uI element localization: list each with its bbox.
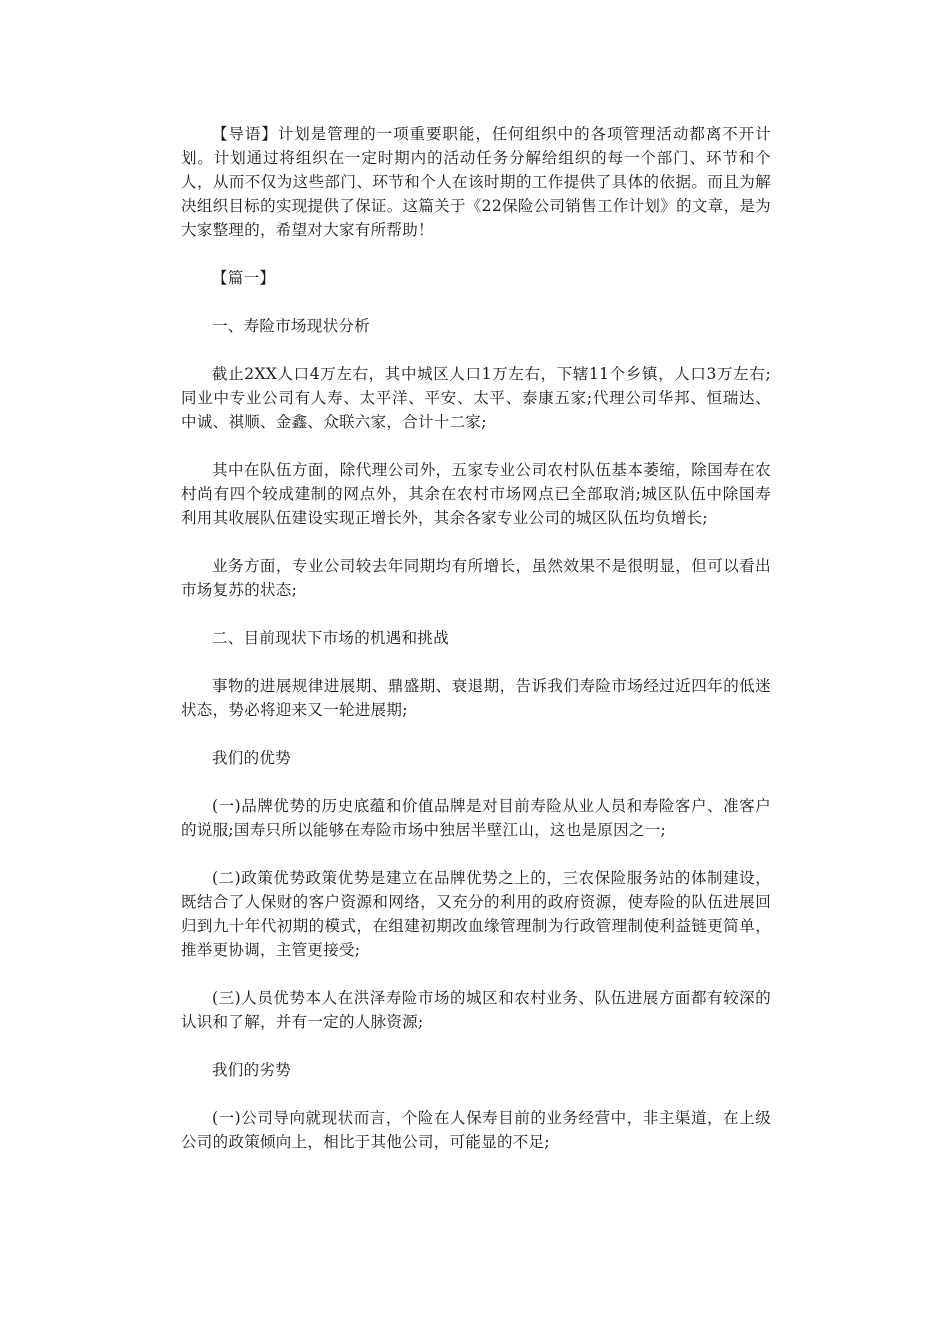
section-1-title: 一、寿险市场现状分析 (212, 317, 371, 335)
advantages-title: 我们的优势 (212, 749, 292, 767)
paragraph-2: 其中在队伍方面，除代理公司外，五家专业公司农村队伍基本萎缩，除国寿在农村尚有四个较成建制的网点外，其余在农村市场网点已全部取消;城区队伍中除国寿利用其收展队伍建设实现正增长外，其余各家专业公司的城区队伍均负增长; (181, 461, 771, 527)
paragraph-4: 事物的进展规律进展期、鼎盛期、衰退期，告诉我们寿险市场经过近四年的低迷状态，势必将迎来又一轮进展期; (181, 677, 771, 719)
advantage-2: (二)政策优势政策优势是建立在品牌优势之上的，三农保险服务站的体制建设，既结合了人保财的客户资源和网络，又充分的利用的政府资源，使寿险的队伍进展回归到九十年代初期的模式，在组建初期改血缘管理制为行政管理制使利益链更简单，推举更协调，主管更接受; (181, 869, 771, 959)
disadvantage-1: (一)公司导向就现状而言，个险在人保寿目前的业务经营中，非主渠道，在上级公司的政策倾向上，相比于其他公司，可能显的不足; (181, 1109, 771, 1151)
paragraph-1: 截止2XX人口4万左右，其中城区人口1万左右，下辖11个乡镇，人口3万左右;同业中专业公司有人寿、太平洋、平安、太平、泰康五家;代理公司华邦、恒瑞达、中诚、祺顺、金鑫、众联六家，合计十二家; (181, 365, 771, 431)
part-title: 【篇一】 (212, 269, 276, 287)
paragraph-3: 业务方面，专业公司较去年同期均有所增长，虽然效果不是很明显，但可以看出市场复苏的状态; (181, 557, 771, 599)
advantage-3: (三)人员优势本人在洪泽寿险市场的城区和农村业务、队伍进展方面都有较深的认识和了解，并有一定的人脉资源; (181, 989, 771, 1031)
disadvantages-title: 我们的劣势 (212, 1061, 292, 1079)
advantage-1: (一)品牌优势的历史底蕴和价值品牌是对目前寿险从业人员和寿险客户、准客户的说服;国寿只所以能够在寿险市场中独居半壁江山，这也是原因之一; (181, 797, 771, 839)
document-body (181, 122, 771, 1178)
intro-paragraph: 【导语】计划是管理的一项重要职能，任何组织中的各项管理活动都离不开计划。计划通过将组织在一定时期内的活动任务分解给组织的每一个部门、环节和个人，从而不仅为这些部门、环节和个人在该时期的工作提供了具体的依据。而且为解决组织目标的实现提供了保证。这篇关于《22保险公司销售工作计划》的文章，是为大家整理的，希望对大家有所帮助！ (181, 125, 771, 239)
section-2-title: 二、目前现状下市场的机遇和挑战 (212, 629, 450, 647)
